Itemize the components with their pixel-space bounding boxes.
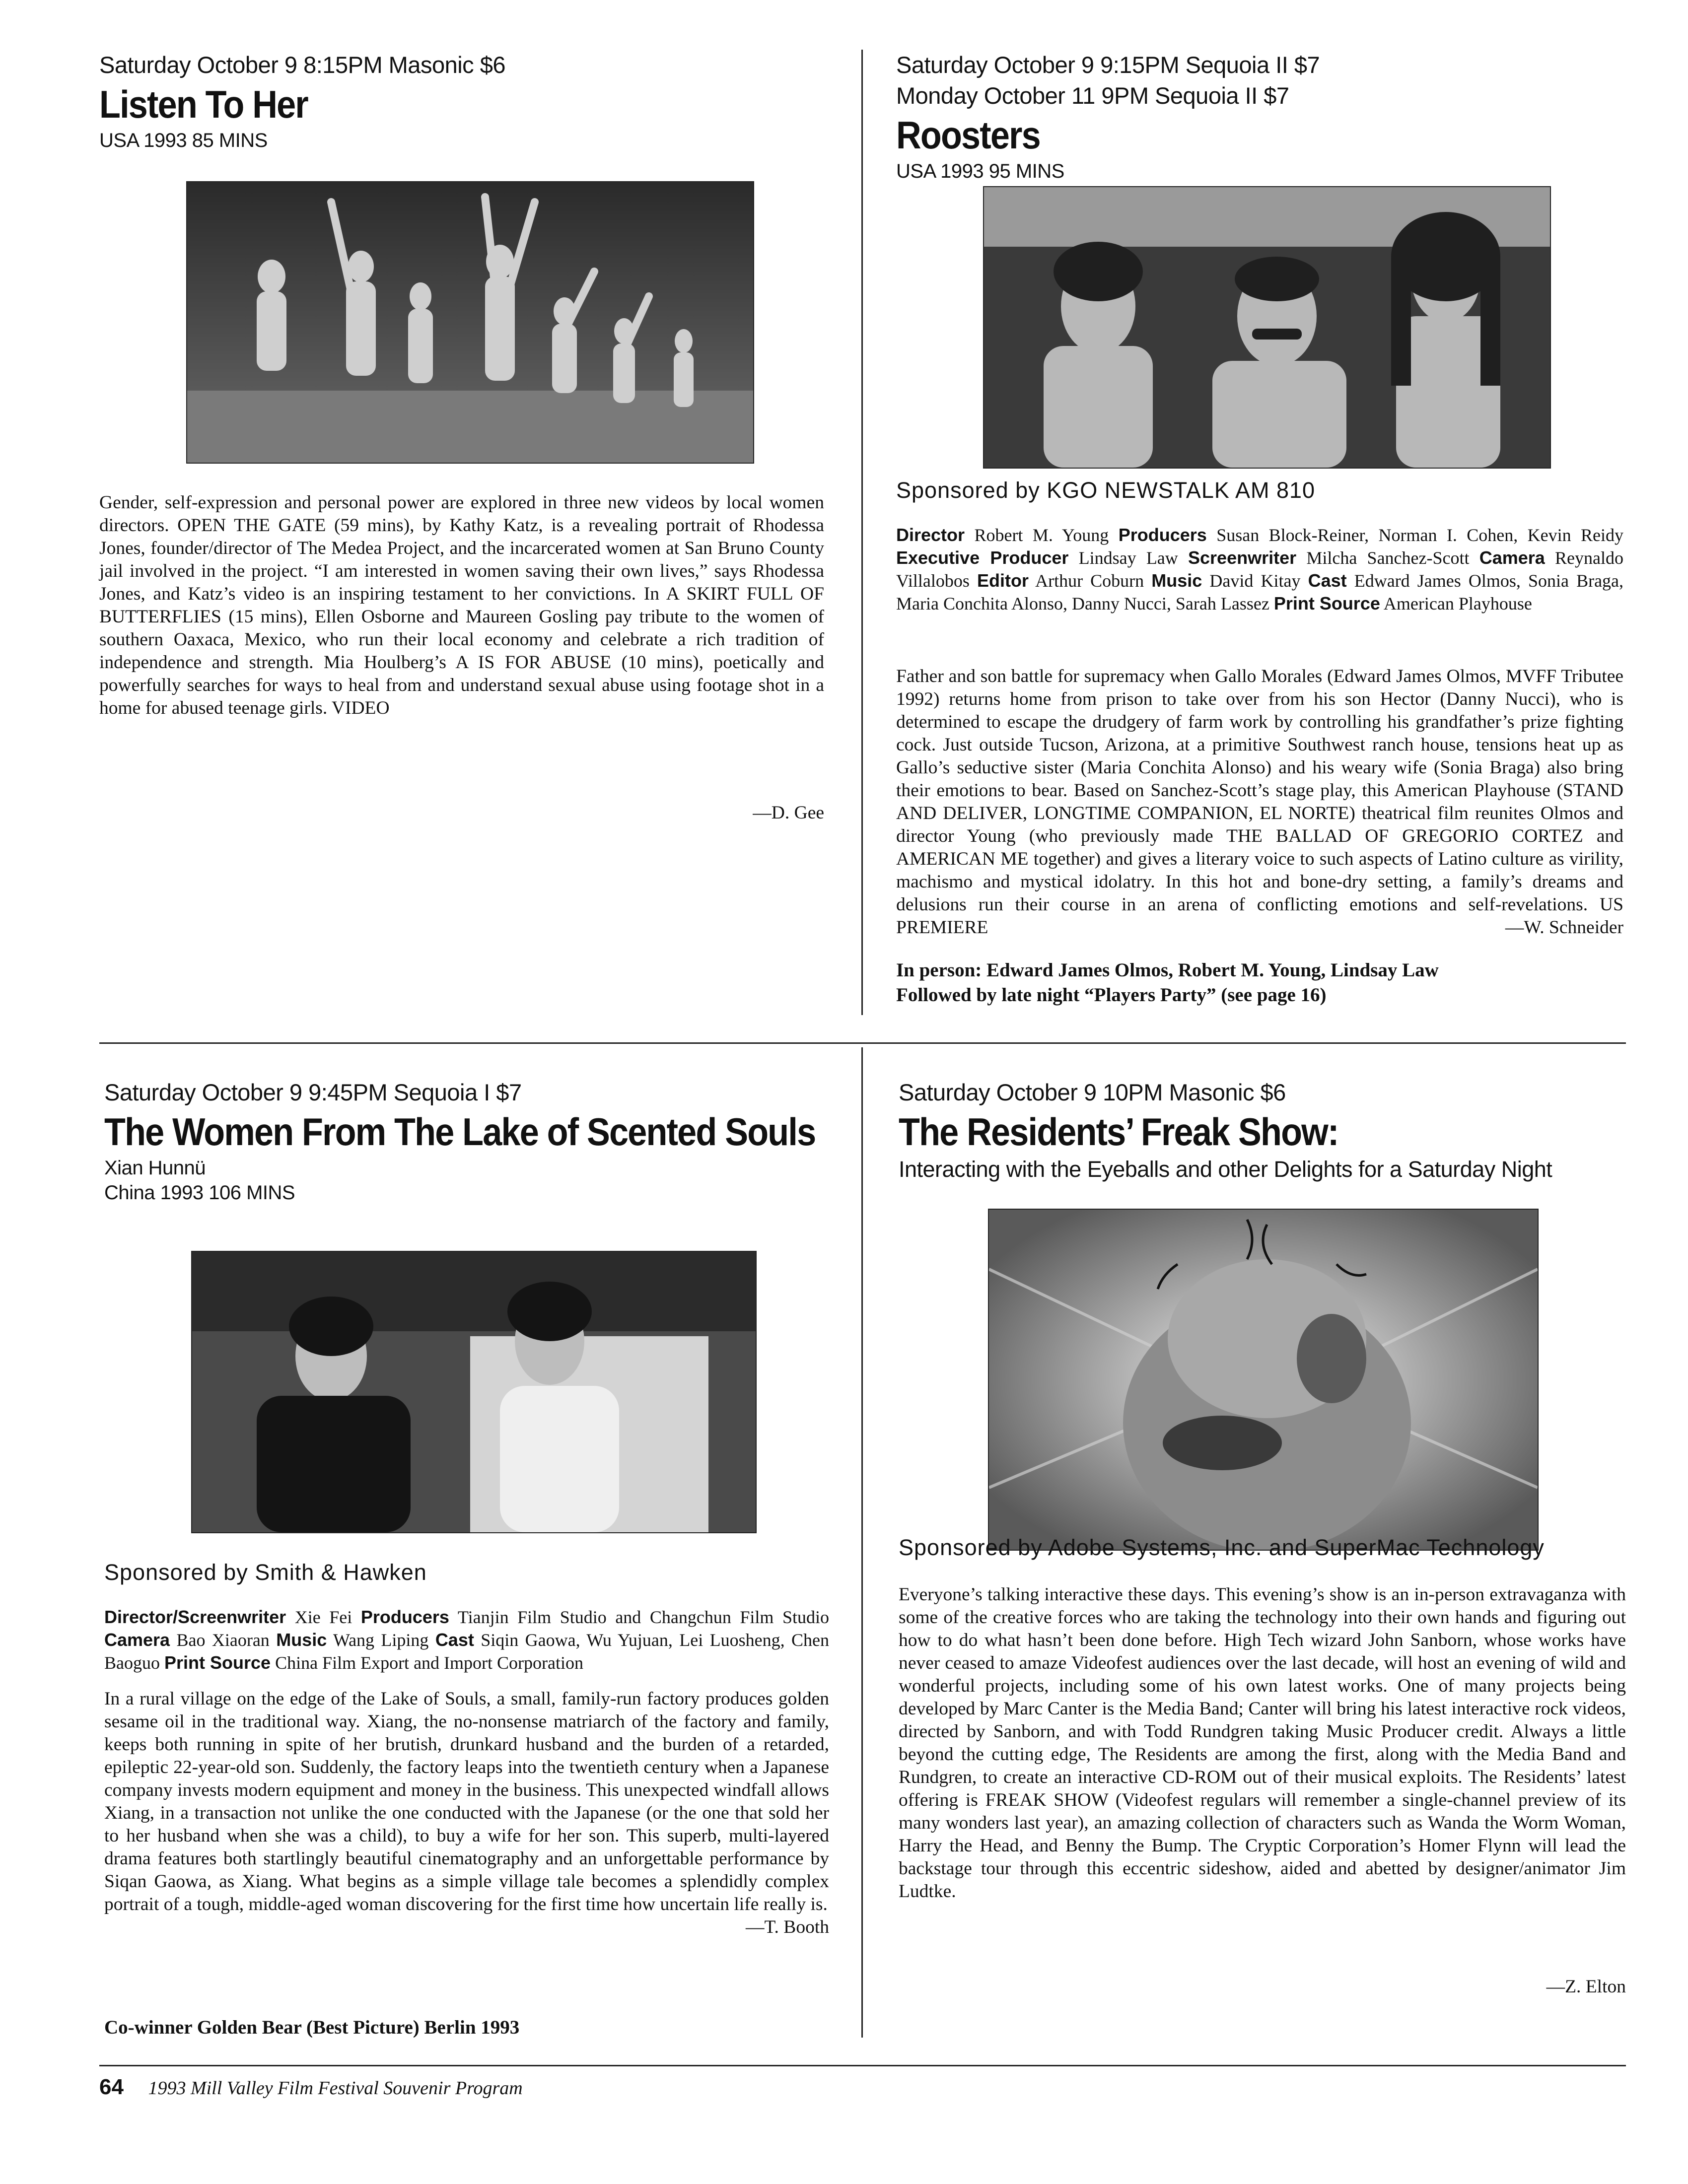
- credit-role: Director: [896, 525, 965, 545]
- film-description: [896, 665, 1623, 939]
- credit-role: Cast: [435, 1630, 474, 1650]
- credit-role: Camera: [104, 1630, 170, 1650]
- film-meta: USA 1993 85 MINS: [99, 130, 268, 151]
- credit-role: Executive Producer: [896, 547, 1069, 568]
- event-note: In person: Edward James Olmos, Robert M. Young, Lindsay Law: [896, 959, 1439, 981]
- film-description: [104, 1688, 829, 1939]
- credit-name: Reynaldo Villalobos: [896, 548, 1624, 591]
- column-divider-lower: [861, 1047, 863, 2038]
- film-still-photo: [191, 1251, 757, 1533]
- credit-name: Wang Liping: [333, 1630, 429, 1650]
- publication-title: 1993 Mill Valley Film Festival Souvenir Program: [148, 2078, 523, 2099]
- film-still-photo: [983, 186, 1551, 469]
- sponsor-line: Sponsored by Smith & Hawken: [104, 1560, 427, 1585]
- credit-role: Cast: [1308, 570, 1347, 591]
- film-title: Listen To Her: [99, 82, 308, 126]
- credit-name: Arthur Coburn: [1035, 571, 1144, 591]
- schedule-line: Saturday October 9 9:15PM Sequoia II $7: [896, 52, 1320, 78]
- film-description: Everyone’s talking interactive these days. This evening’s show is an in-person extravaganza with some of the creative forces who are taking the technology into their own hands and figuring out how to do what hasn’t been done before. High Tech wizard John Sanborn, whose works have never ceased to amaze Videofest audiences over the last decade, will host an evening of wild and wonderful projects, including some of his own latest works. One of many projects being developed by Marc Canter is the Media Band; Canter will bring his latest interactive rock videos, directed by Sanborn, and with Todd Rundgren taking Music Producer credit. Always a little beyond the cutting edge, The Residents are among the first, along with the Media Band and Rundgren, to create an interactive CD-ROM out of their musical exploits. The Residents’ latest offering is FREAK SHOW (Videofest regulars will remember a single-channel preview of its many wonders last year), an amazing collection of characters such as Wanda the Worm Woman, Harry the Head, and Benny the Bump. The Cryptic Corporation’s Homer Flynn will lead the backstage tour through this eccentric sideshow, aided and abetted by designer/animator Jim Ludtke.: [899, 1584, 1626, 1902]
- film-meta: China 1993 106 MINS: [104, 1182, 295, 1204]
- credit-name: Siqin Gaowa, Wu Yujuan, Lei Luosheng, Chen Baoguo: [104, 1630, 829, 1673]
- credit-name: American Playhouse: [1383, 594, 1532, 614]
- credit-name: China Film Export and Import Corporation: [275, 1653, 583, 1673]
- review-signature: —Z. Elton: [1546, 1977, 1626, 1997]
- credit-role: Producers: [1118, 525, 1207, 545]
- credit-name: Robert M. Young: [974, 525, 1109, 545]
- credit-name: Susan Block-Reiner, Norman I. Cohen, Kevin Reidy: [1216, 525, 1624, 545]
- credit-role: Director/Screenwriter: [104, 1607, 286, 1627]
- film-meta: Xian Hunnü: [104, 1157, 206, 1179]
- credit-role: Print Source: [164, 1652, 271, 1673]
- film-description: Gender, self-expression and personal power are explored in three new videos by local women directors. OPEN THE GATE (59 mins), by Kathy Katz, is a revealing portrait of Rhodessa Jones, founder/director of The Medea Project, and the incarcerated women at San Bruno County jail involved in the project. “I am interested in women saving their own lives,” says Rhodessa Jones, and Katz’s video is an inspiring testament to her convictions. In A SKIRT FULL OF BUTTERFLIES (15 mins), Ellen Osborne and Maureen Gosling pay tribute to the women of southern Oaxaca, Mexico, who run their local economy and celebrate a rich tradition of independence and strength. Mia Houlberg’s A IS FOR ABUSE (10 mins), poetically and powerfully searches for ways to heal from and understand sexual abuse using footage shot in a home for abused teenage girls. VIDEO: [99, 492, 824, 718]
- sponsor-line: Sponsored by KGO NEWSTALK AM 810: [896, 478, 1316, 503]
- credit-name: Bao Xiaoran: [176, 1630, 270, 1650]
- credit-name: Lindsay Law: [1078, 548, 1178, 568]
- column-divider-upper: [861, 50, 863, 1015]
- schedule-line: Saturday October 9 9:45PM Sequoia I $7: [104, 1079, 522, 1105]
- film-listing-listen-to-her: [99, 50, 829, 1013]
- page-footer: [99, 2075, 523, 2100]
- credit-name: David Kitay: [1209, 571, 1301, 591]
- credit-role: Editor: [977, 570, 1029, 591]
- credit-name: Xie Fei: [294, 1607, 352, 1627]
- review-signature: —D. Gee: [753, 803, 824, 823]
- credit-role: Print Source: [1273, 593, 1380, 614]
- schedule-line: Monday October 11 9PM Sequoia II $7: [896, 82, 1289, 109]
- review-signature: —W. Schneider: [1505, 917, 1623, 938]
- credit-role: Music: [1151, 570, 1202, 591]
- credit-name: Milcha Sanchez-Scott: [1306, 548, 1470, 568]
- section-divider: [99, 1042, 1626, 1044]
- film-title: The Women From The Lake of Scented Souls: [104, 1110, 816, 1154]
- film-listing-residents-freak-show: [899, 1077, 1626, 2030]
- credit-role: Camera: [1479, 547, 1545, 568]
- event-note: Followed by late night “Players Party” (see page 16): [896, 984, 1327, 1006]
- film-still-photo: [988, 1209, 1539, 1551]
- film-subtitle: Interacting with the Eyeballs and other Delights for a Saturday Night: [899, 1157, 1552, 1182]
- film-description-text: Father and son battle for supremacy when Gallo Morales (Edward James Olmos, MVFF Tributee 1992) returns home from prison to take over from his son Hector (Danny Nucci), who is determined to escape the drudgery of farm work by controlling his grandfather’s prize fighting cock. Just outside Tucson, Arizona, at a primitive Southwest ranch house, tensions heat up as Gallo’s seductive sister (Maria Conchita Alonso) and his weary wife (Sonia Braga) also bring their emotions to bear. Based on Sanchez-Scott’s stage play, this American Playhouse (STAND AND DELIVER, LONGTIME COMPANION, EL NORTE) theatrical film reunites Olmos and director Young (who previously made THE BALLAD OF GREGORIO CORTEZ and AMERICAN ME together) and gives a literary voice to such aspects of Latino culture as virility, machismo and mystical idolatry. In this hot and bone-dry setting, a family’s dreams and delusions run their course in an arena of conflicting emotions and self-revelations. US PREMIERE: [896, 666, 1623, 938]
- film-description-text: In a rural village on the edge of the Lake of Souls, a small, family-run factory produces golden sesame oil in the traditional way. Xiang, the no-nonsense matriarch of the factory and family, keeps both running in spite of her brutish, drunkard husband and the burden of a retarded, epileptic 22-year-old son. Suddenly, the factory leaps into the twentieth century when a Japanese company invests modern equipment and money in the business. This unexpected windfall allows Xiang, in a transaction not unlike the one conducted with the Japanese (or the one that sold her to her husband when she was a child), to buy a wife for her son. This superb, multi-layered drama features both startlingly beautiful cinematography and an unforgettable performance by Siqan Gaowa, as Xiang. What begins as a simple village tale becomes a splendidly complex portrait of a tough, middle-aged woman discovering for the first time how uncertain life really is.: [104, 1689, 829, 1914]
- film-credits: [104, 1606, 829, 1674]
- film-credits: [896, 524, 1623, 615]
- film-meta: USA 1993 95 MINS: [896, 160, 1064, 182]
- film-title: The Residents’ Freak Show:: [899, 1110, 1338, 1154]
- review-signature: —T. Booth: [745, 1917, 829, 1937]
- credit-role: Screenwriter: [1188, 547, 1297, 568]
- credit-name: Tianjin Film Studio and Changchun Film Studio: [457, 1607, 830, 1627]
- film-still-photo: [186, 181, 754, 464]
- credit-role: Producers: [360, 1607, 449, 1627]
- page-number: 64: [99, 2075, 124, 2099]
- film-listing-roosters: [896, 50, 1626, 1013]
- sponsor-line: Sponsored by Adobe Systems, Inc. and SuperMac Technology: [899, 1535, 1545, 1560]
- footer-divider: [99, 2065, 1626, 2066]
- credit-name: Edward James Olmos, Sonia Braga, Maria Conchita Alonso, Danny Nucci, Sarah Lassez: [896, 571, 1624, 614]
- award-note: Co-winner Golden Bear (Best Picture) Berlin 1993: [104, 2017, 520, 2038]
- film-listing-women-from-the-lake: [104, 1077, 830, 2038]
- credit-role: Music: [276, 1630, 327, 1650]
- film-title: Roosters: [896, 113, 1040, 157]
- schedule-line: Saturday October 9 8:15PM Masonic $6: [99, 52, 505, 78]
- schedule-line: Saturday October 9 10PM Masonic $6: [899, 1079, 1286, 1105]
